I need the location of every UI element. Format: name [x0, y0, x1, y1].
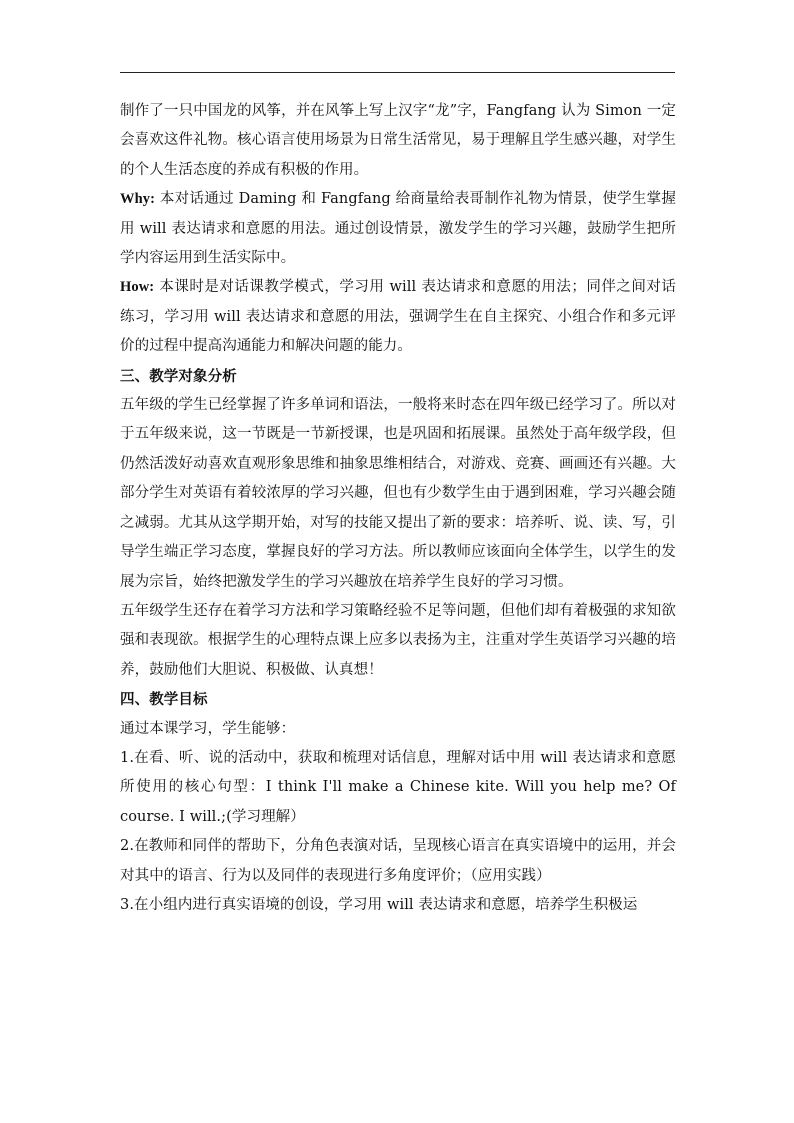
why-paragraph	[120, 185, 676, 273]
teaching-goal-3: 3.在小组内进行真实语境的创设，学习用 will 表达请求和意愿，培养学生积极运	[120, 896, 638, 913]
section-heading-learner-analysis: 三、教学对象分析	[120, 367, 237, 385]
why-text: 本对话通过 Daming 和 Fangfang 给商量给表哥制作礼物为情景，使学生掌握用 will 表达请求和意愿的用法。通过创设情景，激发学生的学习兴趣，鼓励学生把所学内容运用到生活实际中。	[120, 191, 676, 267]
learner-analysis-paragraph-1: 五年级的学生已经掌握了许多单词和语法，一般将来时态在四年级已经学习了。所以对于五年级来说，这一节既是一节新授课，也是巩固和拓展课。虽然处于高年级学段，但仍然活泼好动喜欢直观形象思维和抽象思维相结合，对游戏、竞赛、画画还有兴趣。大部分学生对英语有着较浓厚的学习兴趣，但也有少数学生由于遇到困难，学习兴趣会随之减弱。尤其从这学期开始，对写的技能又提出了新的要求：培养听、说、读、写，引导学生端正学习态度，掌握良好的学习方法。所以教师应该面向全体学生，以学生的发展为宗旨，始终把激发学生的学习兴趣放在培养学生良好的学习习惯。	[120, 397, 676, 590]
section-heading-teaching-goals: 四、教学目标	[120, 691, 208, 709]
teaching-goal-2: 2.在教师和同伴的帮助下，分角色表演对话，呈现核心语言在真实语境中的运用，并会对其中的语言、行为以及同伴的表现进行多角度评价；（应用实践）	[120, 838, 676, 884]
why-label: Why:	[120, 191, 156, 208]
header-rule	[120, 72, 675, 73]
intro-paragraph: 制作了一只中国龙的风筝，并在风筝上写上汉字“龙”字，Fangfang 认为 Simon 一定会喜欢这件礼物。核心语言使用场景为日常生活常见，易于理解且学生感兴趣，对学生的个人生活态度的养成有积极的作用。	[120, 103, 676, 178]
teaching-goal-1: 1.在看、听、说的活动中，获取和梳理对话信息，理解对话中用 will 表达请求和意愿所使用的核心句型：I think I'll make a Chinese kite. Will you help me? Of course. I will.;(学习理解）	[120, 749, 676, 825]
learner-analysis-paragraph-2: 五年级学生还存在着学习方法和学习策略经验不足等问题，但他们却有着极强的求知欲强和表现欲。根据学生的心理特点课上应多以表扬为主，注重对学生英语学习兴趣的培养，鼓励他们大胆说、积极做、认真想！	[120, 602, 676, 678]
how-text: 本课时是对话课教学模式，学习用 will 表达请求和意愿的用法；同伴之间对话练习，学习用 will 表达请求和意愿的用法，强调学生在自主探究、小组合作和多元评价的过程中提高沟通能力和解决问题的能力。	[120, 279, 676, 355]
teaching-goals-intro: 通过本课学习，学生能够：	[120, 720, 296, 737]
how-paragraph	[120, 273, 676, 361]
document-body	[120, 97, 676, 920]
how-label: How:	[120, 279, 155, 296]
